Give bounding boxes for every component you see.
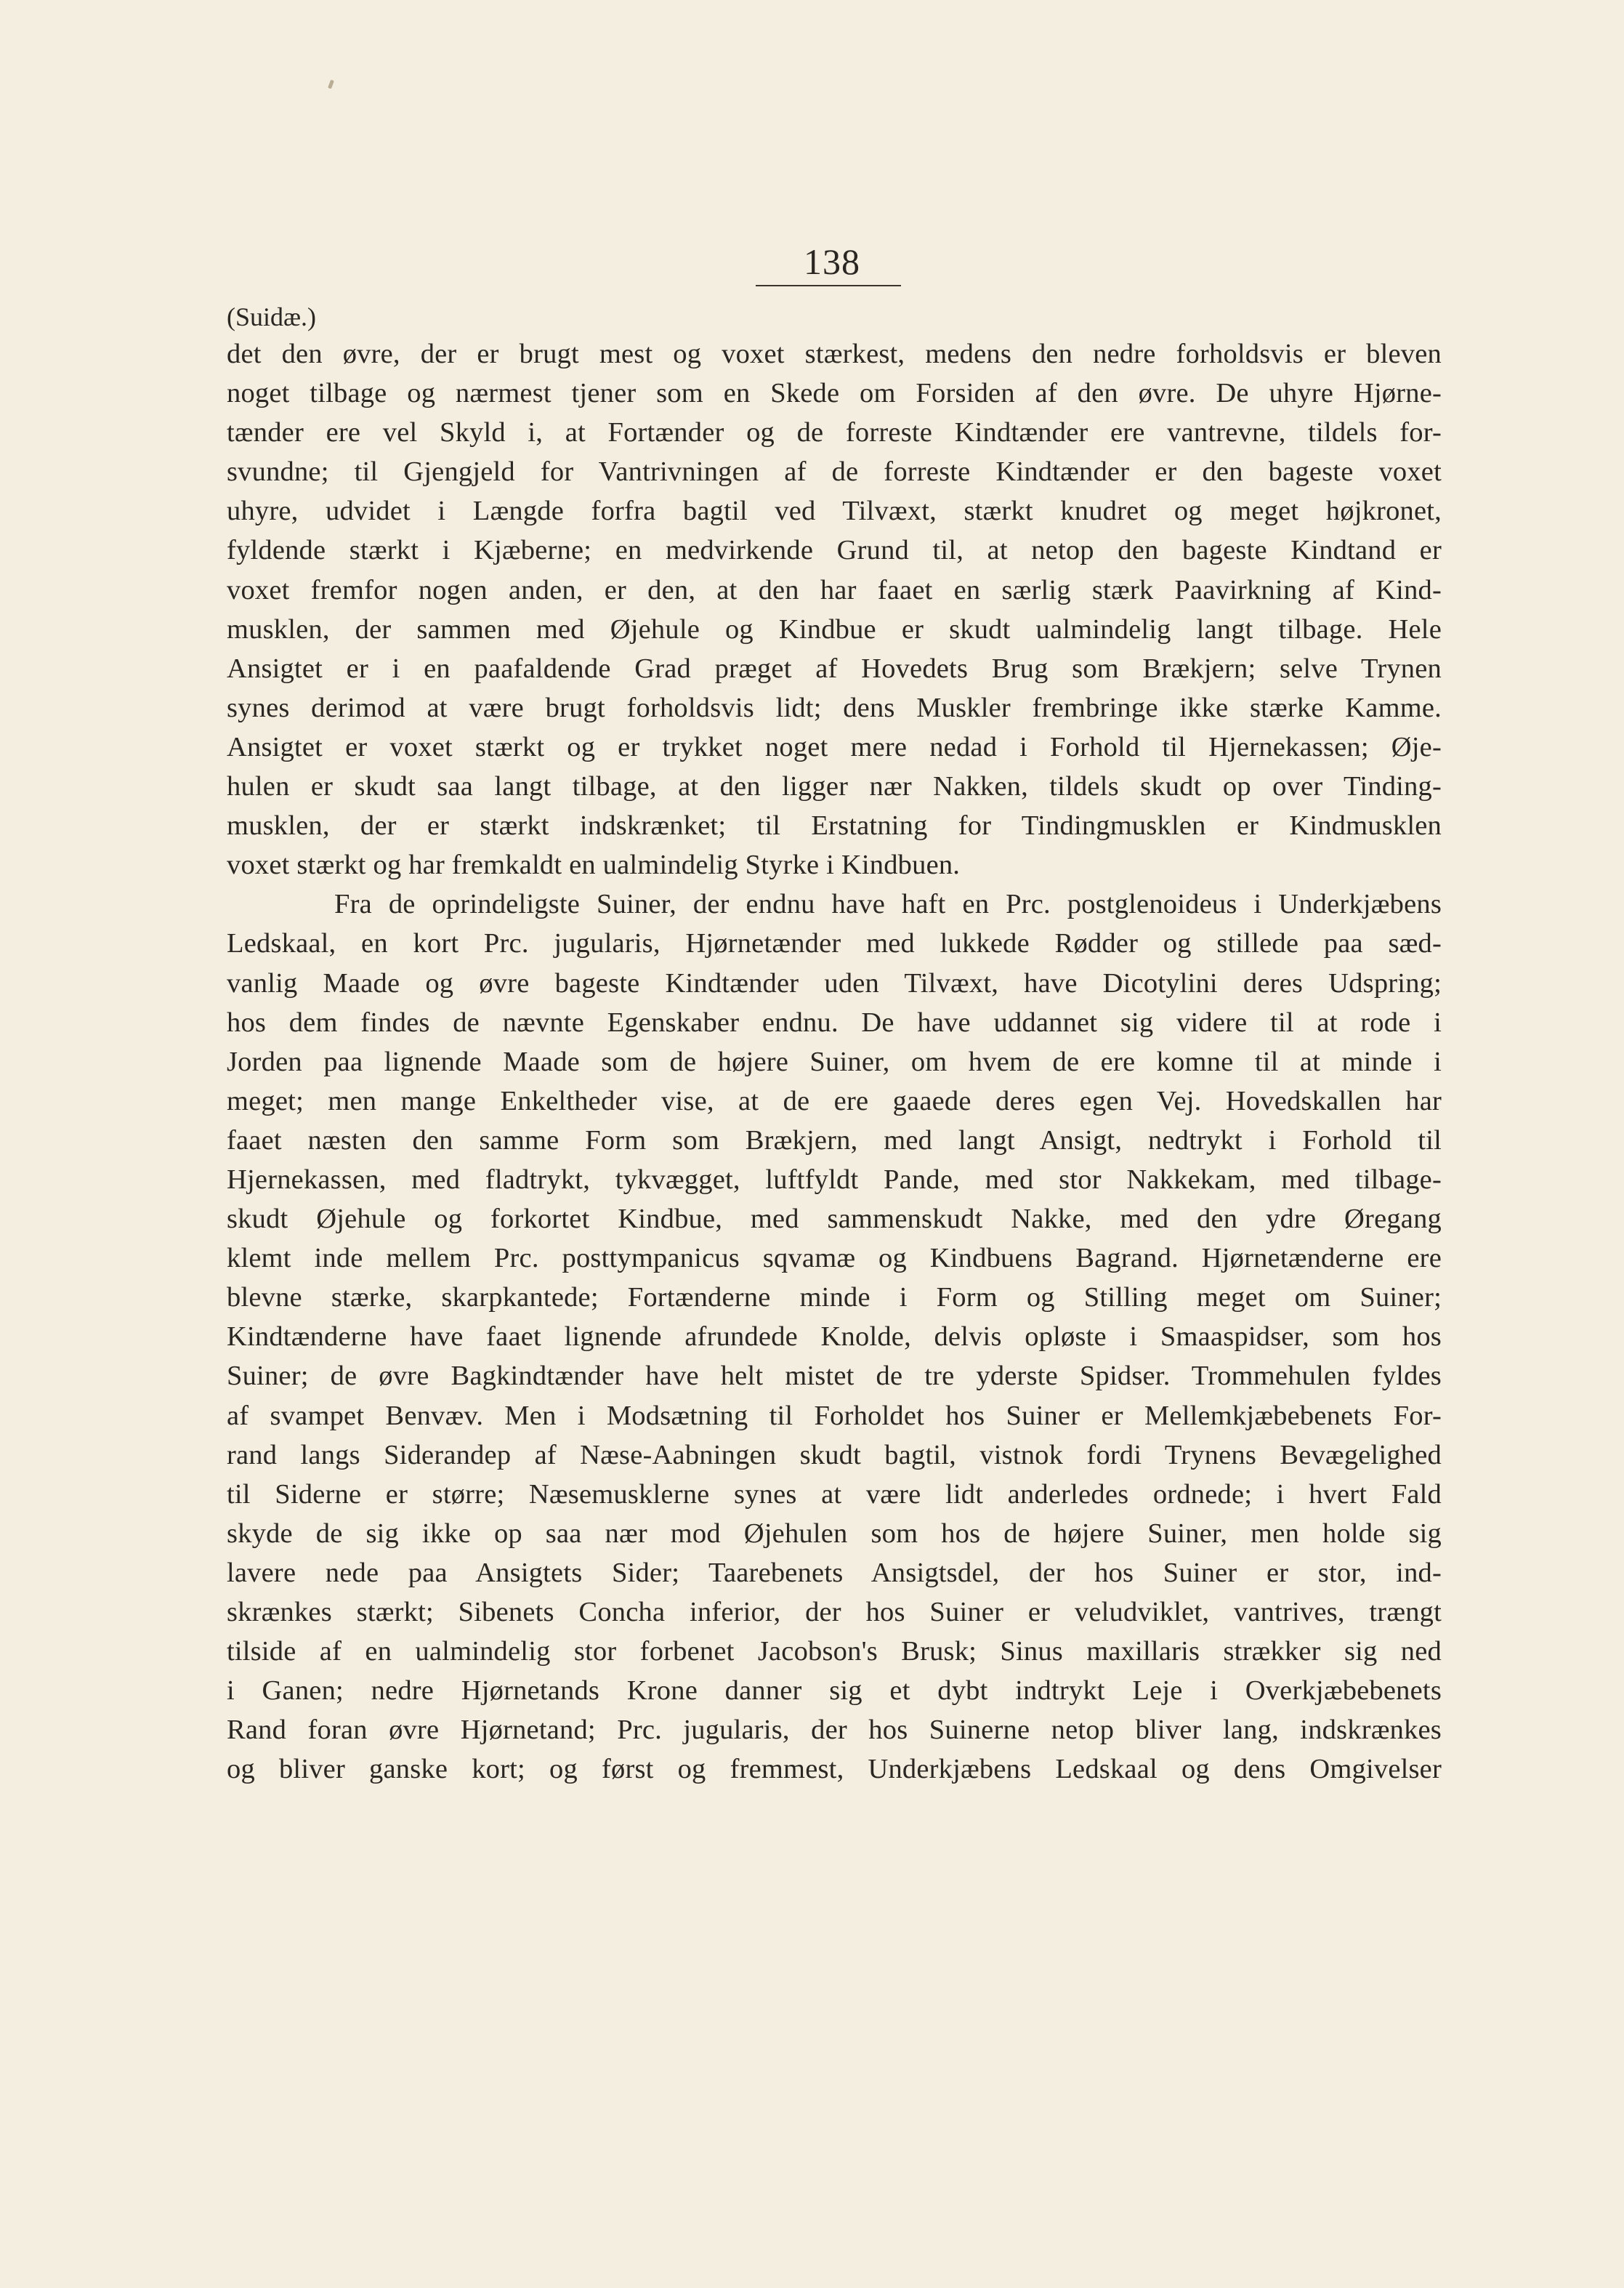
- text-line: til Siderne er større; Næsemusklerne synes at være lidt anderledes ordnede; i hvert Fald: [227, 1478, 1442, 1510]
- text-line: tilside af en ualmindelig stor forbenet Jacobson's Brusk; Sinus maxillaris strækker sig ned: [227, 1636, 1442, 1667]
- text-line: det den øvre, der er brugt mest og voxet stærkest, medens den nedre forholdsvis er bleven: [227, 339, 1442, 369]
- text-line: synes derimod at være brugt forholdsvis lidt; dens Muskler frembringe ikke stærke Kamme.: [227, 692, 1442, 723]
- text-line: Jorden paa lignende Maade som de højere Suiner, om hvem de ere komne til at minde i: [227, 1046, 1442, 1077]
- text-line: faaet næsten den samme Form som Brækjern, med langt Ansigt, nedtrykt i Forhold til: [227, 1124, 1442, 1156]
- text-line: Ledskaal, en kort Prc. jugularis, Hjørnetænder med lukkede Rødder og stillede paa sæd-: [227, 928, 1442, 959]
- section-tag: (Suidæ.): [227, 302, 317, 331]
- text-line: skyde de sig ikke op saa nær mod Øjehulen som hos de højere Suiner, men holde sig: [227, 1518, 1442, 1549]
- text-line: musklen, der sammen med Øjehule og Kindbue er skudt ualmindelig langt tilbage. Hele: [227, 613, 1442, 645]
- text-line: tænder ere vel Skyld i, at Fortænder og de forreste Kindtænder ere vantrevne, tildels for-: [227, 417, 1442, 448]
- text-line: Suiner; de øvre Bagkindtænder have helt mistet de tre yderste Spidser. Trommehulen fyldes: [227, 1361, 1442, 1392]
- body-text: [227, 334, 1442, 1789]
- text-line: Hjernekassen, med fladtrykt, tykvægget, luftfyldt Pande, med stor Nakkekam, med tilbage-: [227, 1164, 1442, 1195]
- text-line: Kindtænderne have faaet lignende afrundede Knolde, delvis opløste i Smaaspidser, som hos: [227, 1321, 1442, 1353]
- text-line: lavere nede paa Ansigtets Sider; Taarebenets Ansigtsdel, der hos Suiner er stor, ind-: [227, 1557, 1442, 1588]
- page-number-rule: [756, 285, 901, 286]
- text-line: Fra de oprindeligste Suiner, der endnu have haft en Prc. postglenoideus i Underkjæbens: [334, 889, 1442, 920]
- page-number: 138: [804, 241, 860, 282]
- text-line: rand langs Siderandep af Næse-Aabningen skudt bagtil, vistnok fordi Trynens Bevægelighed: [227, 1439, 1442, 1470]
- text-line: vanlig Maade og øvre bageste Kindtænder uden Tilvæxt, have Dicotylini deres Udspring;: [227, 967, 1442, 999]
- paper-speck: [328, 80, 334, 89]
- text-line: Ansigtet er i en paafaldende Grad præget af Hovedets Brug som Brækjern; selve Trynen: [227, 653, 1442, 684]
- text-line: Ansigtet er voxet stærkt og er trykket noget mere nedad i Forhold til Hjernekassen; Øje-: [227, 731, 1442, 762]
- text-line: hos dem findes de nævnte Egenskaber endnu. De have uddannet sig videre til at rode i: [227, 1007, 1442, 1038]
- text-line: og bliver ganske kort; og først og fremmest, Underkjæbens Ledskaal og dens Omgivelser: [227, 1754, 1442, 1785]
- text-line: skrænkes stærkt; Sibenets Concha inferior, der hos Suiner er veludviklet, vantrives, trængt: [227, 1597, 1442, 1627]
- text-line: voxet fremfor nogen anden, er den, at den har faaet en særlig stærk Paavirkning af Kind-: [227, 574, 1442, 605]
- text-line: blevne stærke, skarpkantede; Fortænderne minde i Form og Stilling meget om Suiner;: [227, 1282, 1442, 1313]
- text-line: fyldende stærkt i Kjæberne; en medvirkende Grund til, at netop den bageste Kindtand er: [227, 535, 1442, 566]
- text-line: Rand foran øvre Hjørnetand; Prc. jugularis, der hos Suinerne netop bliver lang, indskrænkes: [227, 1715, 1442, 1746]
- text-line: noget tilbage og nærmest tjener som en Skede om Forsiden af den øvre. De uhyre Hjørne-: [227, 378, 1442, 409]
- text-line: svundne; til Gjengjeld for Vantrivningen af de forreste Kindtænder er den bageste voxet: [227, 456, 1442, 488]
- text-line: voxet stærkt og har fremkaldt en ualmindelig Styrke i Kindbuen.: [227, 850, 961, 881]
- text-line: hulen er skudt saa langt tilbage, at den ligger nær Nakken, tildels skudt op over Tinding-: [227, 771, 1442, 802]
- text-line: af svampet Benvæv. Men i Modsætning til Forholdet hos Suiner er Mellemkjæbebenets For-: [227, 1400, 1442, 1431]
- text-line: musklen, der er stærkt indskrænket; til Erstatning for Tindingmusklen er Kindmusklen: [227, 810, 1442, 842]
- text-line: uhyre, udvidet i Længde forfra bagtil ved Tilvæxt, stærkt knudret og meget højkronet,: [227, 496, 1442, 527]
- text-line: skudt Øjehule og forkortet Kindbue, med sammenskudt Nakke, med den ydre Øregang: [227, 1204, 1442, 1235]
- text-line: i Ganen; nedre Hjørnetands Krone danner sig et dybt indtrykt Leje i Overkjæbebenets: [227, 1675, 1442, 1707]
- text-line: meget; men mange Enkeltheder vise, at de ere gaaede deres egen Vej. Hovedskallen har: [227, 1085, 1442, 1116]
- text-line: klemt inde mellem Prc. posttympanicus sqvamæ og Kindbuens Bagrand. Hjørnetænderne ere: [227, 1243, 1442, 1274]
